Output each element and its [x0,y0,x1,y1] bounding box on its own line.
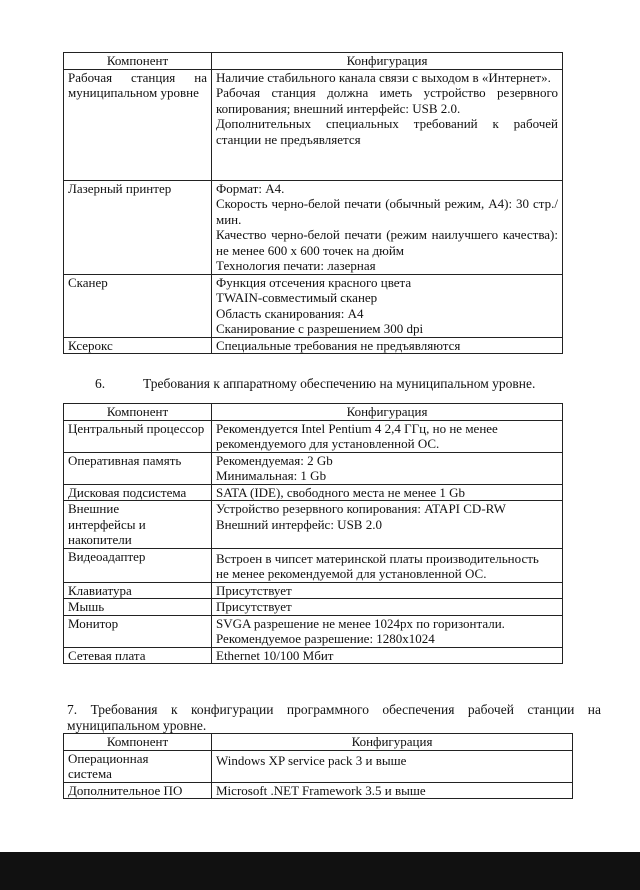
config-cell [212,452,563,484]
component-cell: Операционная система [64,750,212,782]
config-line: Внешний интерфейс: USB 2.0 [216,516,382,532]
header-component: Компонент [64,53,212,70]
table-row [64,582,563,599]
config-line: Наличие стабильного канала связи с выходом в «Интернет». [216,69,551,85]
component-cell: Мышь [64,599,212,616]
config-cell [212,180,563,274]
table-row [64,484,563,501]
component-cell: Видеоадаптер [64,548,212,582]
header-component: Компонент [64,404,212,421]
header-configuration: Конфигурация [212,734,573,751]
config-line: TWAIN-совместимый сканер [216,290,378,305]
config-line: Область сканирования: А4 [216,305,364,321]
table-hardware-config [63,403,563,664]
config-cell [212,337,563,354]
table-row [64,274,563,337]
section-number: 6. [95,376,106,391]
header-component: Компонент [64,734,212,751]
scan-bottom-border [0,852,640,890]
config-line: Windows XP service pack 3 и выше [216,752,407,768]
config-cell [212,484,563,501]
header-configuration: Конфигурация [212,53,563,70]
config-line: Скорость черно-белой печати (обычный режим, А4): 30 стр./мин. [216,196,558,227]
config-line: Технология печати: лазерная [216,258,376,273]
component-cell: Дисковая подсистема [64,484,212,501]
table-row [64,501,563,549]
table-row [64,750,573,782]
config-cell [212,750,573,782]
config-cell [212,599,563,616]
config-line: Рабочая станция должна иметь устройство резервного копирования; внешний интерфейс: USB 2.0. [216,85,558,116]
table-row [64,782,573,799]
component-cell: Внешние интерфейсы и накопители [64,501,212,549]
table-software-config [63,733,573,799]
config-line: Функция отсечения красного цвета [216,274,412,290]
table-header-row [64,404,563,421]
table-workstation-config [63,52,563,354]
component-cell: Лазерный принтер [64,180,212,274]
table-row [64,548,563,582]
config-cell [212,548,563,582]
config-line: Сканирование с разрешением 300 dpi [216,321,424,336]
table-row [64,180,563,274]
table-row [64,452,563,484]
config-cell [212,615,563,647]
config-cell [212,501,563,549]
section-7-heading: 7. Требования к конфигурации программного обеспечения рабочей станции на муниципальном уровне. [67,702,601,733]
component-cell: Дополнительное ПО [64,782,212,799]
config-line: Рекомендуемое разрешение: 1280x1024 [216,631,435,646]
config-cell [212,582,563,599]
config-line: Качество черно-белой печати (режим наилучшего качества): не менее 600 х 600 точек на дюйм [216,227,558,258]
config-line: Microsoft .NET Framework 3.5 и выше [216,782,426,798]
component-cell: Клавиатура [64,582,212,599]
table-row [64,599,563,616]
config-line: Формат: А4. [216,180,285,196]
config-cell [212,274,563,337]
component-cell: Ксерокс [64,337,212,354]
config-line: Присутствует [216,582,292,598]
component-cell: Центральный процессор [64,420,212,452]
config-cell [212,647,563,664]
config-line: Ethernet 10/100 Мбит [216,647,334,663]
component-cell: Сетевая плата [64,647,212,664]
section-6-heading [95,376,535,392]
config-line: Устройство резервного копирования: ATAPI CD-RW [216,501,506,516]
component-cell: Монитор [64,615,212,647]
table-header-row [64,734,573,751]
table-row [64,615,563,647]
config-line: SVGA разрешение не менее 1024px по горизонтали. [216,615,505,631]
config-line: Рекомендуемая: 2 Gb [216,452,333,468]
config-line: Минимальная: 1 Gb [216,468,327,483]
config-line: Рекомендуется Intel Pentium 4 2,4 ГГц, но не менее рекомендуемого для установленной ОС. [216,420,498,451]
config-cell [212,420,563,452]
header-configuration: Конфигурация [212,404,563,421]
table-row [64,69,563,180]
config-line: Дополнительных специальных требований к рабочей станции не предъявляется [216,116,558,147]
config-line: Специальные требования не предъявляются [216,337,461,353]
config-line: Присутствует [216,599,292,614]
section-title: Требования к аппаратному обеспечению на муниципальном уровне. [143,376,536,391]
table-row [64,420,563,452]
component-cell: Оперативная память [64,452,212,484]
table-row [64,647,563,664]
config-cell [212,69,563,180]
config-cell [212,782,573,799]
component-cell: Сканер [64,274,212,337]
config-line: SATA (IDE), свободного места не менее 1 Gb [216,484,466,500]
table-row [64,337,563,354]
component-cell: Рабочая станция на муниципальном уровне [64,69,212,180]
table-header-row [64,53,563,70]
config-line: Встроен в чипсет материнской платы производительность не менее рекомендуемой для установленной ОС. [216,550,539,581]
